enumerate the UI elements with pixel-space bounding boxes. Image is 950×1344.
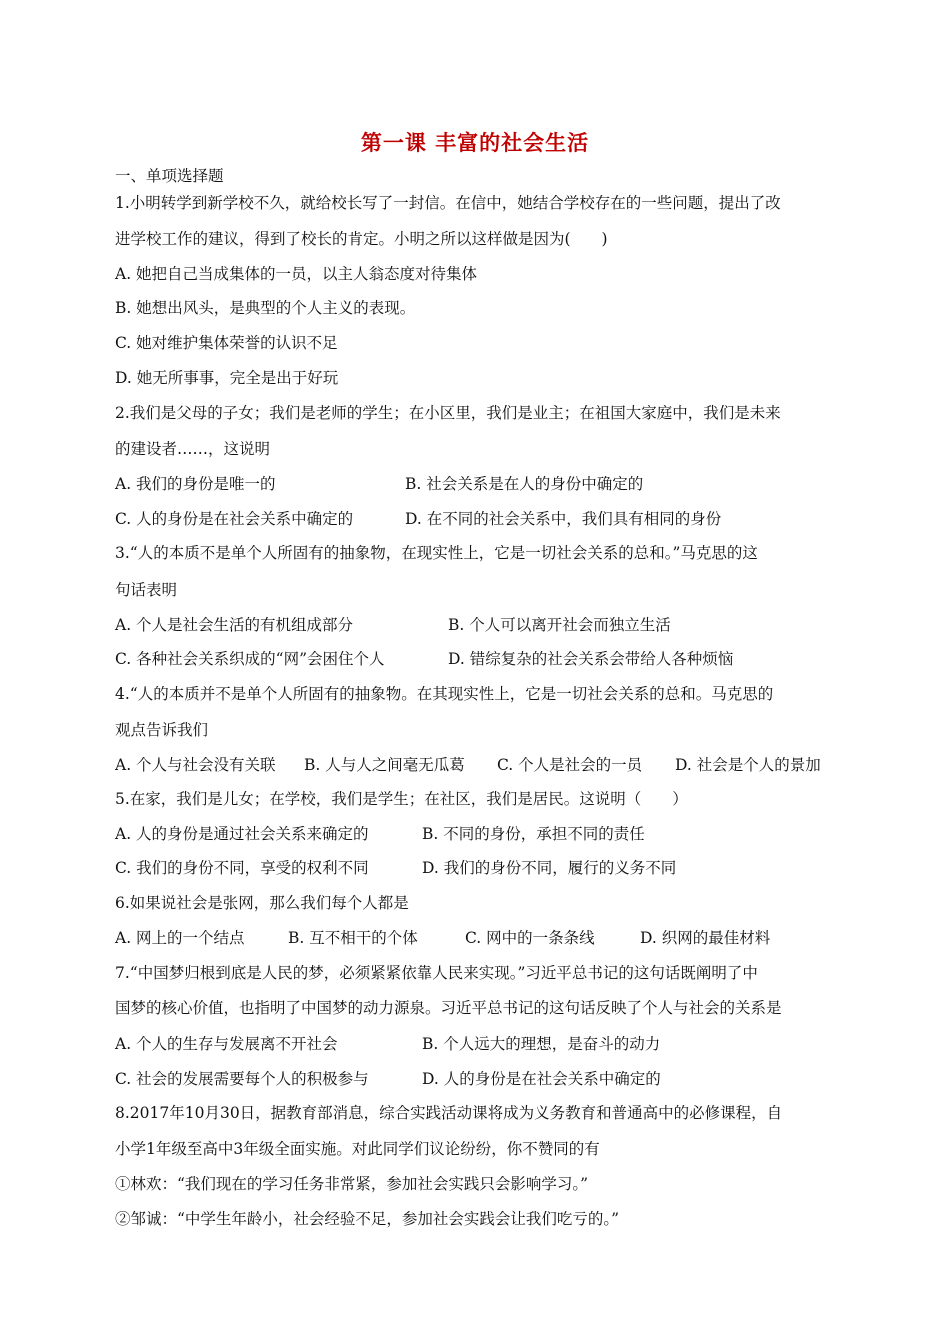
- q7-option-c: C. 社会的发展需要每个人的积极参与: [115, 1070, 369, 1088]
- q2-option-a: A. 我们的身份是唯一的: [115, 475, 276, 493]
- q1-option-c: C. 她对维护集体荣誉的认识不足: [115, 334, 338, 352]
- q4-option-c: C. 个人是社会的一员: [497, 756, 643, 774]
- q8-stem-line1: 8.2017年10月30日，据教育部消息，综合实践活动课将成为义务教育和普通高中的必修课程，自: [115, 1104, 783, 1122]
- q5-option-a: A. 人的身份是通过社会关系来确定的: [115, 825, 369, 843]
- q2-stem-line1: 2.我们是父母的子女；我们是老师的学生；在小区里，我们是业主；在祖国大家庭中，我们是未来: [115, 404, 781, 422]
- q4-option-a: A. 个人与社会没有关联: [115, 756, 276, 774]
- q2-option-d: D. 在不同的社会关系中，我们具有相同的身份: [405, 510, 722, 528]
- q1-stem-line1: 1.小明转学到新学校不久，就给校长写了一封信。在信中，她结合学校存在的一些问题，提出了改: [115, 194, 781, 212]
- q6-stem-line1: 6.如果说社会是张网，那么我们每个人都是: [115, 894, 409, 912]
- q3-stem-line2: 句话表明: [115, 581, 178, 599]
- section-heading: 一、单项选择题: [115, 167, 224, 185]
- q4-option-d: D. 社会是个人的景加: [675, 756, 821, 774]
- q8-statement-2: ②邹诚：“中学生年龄小，社会经验不足，参加社会实践会让我们吃亏的。”: [115, 1210, 620, 1228]
- q3-option-d: D. 错综复杂的社会关系会带给人各种烦恼: [448, 650, 734, 668]
- q8-statement-1: ①林欢：“我们现在的学习任务非常紧，参加社会实践只会影响学习。”: [115, 1175, 589, 1193]
- q1-option-d: D. 她无所事事，完全是出于好玩: [115, 369, 339, 387]
- q6-option-d: D. 织网的最佳材料: [640, 929, 771, 947]
- q2-option-c: C. 人的身份是在社会关系中确定的: [115, 510, 354, 528]
- q6-option-b: B. 互不相干的个体: [288, 929, 418, 947]
- q4-stem-line2: 观点告诉我们: [115, 721, 209, 739]
- q1-option-b: B. 她想出风头，是典型的个人主义的表现。: [115, 299, 416, 317]
- q8-stem-line2: 小学1年级至高中3年级全面实施。对此同学们议论纷纷，你不赞同的有: [115, 1140, 600, 1158]
- q5-option-c: C. 我们的身份不同，享受的权利不同: [115, 859, 369, 877]
- q6-option-c: C. 网中的一条条线: [465, 929, 595, 947]
- q7-stem-line1: 7.“中国梦归根到底是人民的梦，必须紧紧依靠人民来实现。”习近平总书记的这句话既阐明了中: [115, 964, 758, 982]
- q7-option-a: A. 个人的生存与发展离不开社会: [115, 1035, 338, 1053]
- q7-option-b: B. 个人远大的理想，是奋斗的动力: [422, 1035, 661, 1053]
- q2-option-b: B. 社会关系是在人的身份中确定的: [405, 475, 644, 493]
- q3-stem-line1: 3.“人的本质不是单个人所固有的抽象物，在现实性上，它是一切社会关系的总和。”马克思的这: [115, 544, 758, 562]
- lesson-title: 第一课 丰富的社会生活: [360, 131, 590, 155]
- q7-stem-line2: 国梦的核心价值，也指明了中国梦的动力源泉。习近平总书记的这句话反映了个人与社会的关系是: [115, 999, 782, 1017]
- q7-option-d: D. 人的身份是在社会关系中确定的: [422, 1070, 661, 1088]
- q5-option-d: D. 我们的身份不同，履行的义务不同: [422, 859, 677, 877]
- q2-stem-line2: 的建设者……，这说明: [115, 440, 271, 458]
- q1-stem-line2: 进学校工作的建议，得到了校长的肯定。小明之所以这样做是因为( ): [115, 230, 608, 248]
- q4-stem-line1: 4.“人的本质并不是单个人所固有的抽象物。在其现实性上，它是一切社会关系的总和。马克思的: [115, 685, 774, 703]
- q5-stem-line1: 5.在家，我们是儿女；在学校，我们是学生；在社区，我们是居民。这说明（ ）: [115, 790, 688, 808]
- q3-option-b: B. 个人可以离开社会而独立生活: [448, 616, 671, 634]
- q5-option-b: B. 不同的身份，承担不同的责任: [422, 825, 645, 843]
- q3-option-c: C. 各种社会关系织成的“网”会困住个人: [115, 650, 385, 668]
- q1-option-a: A. 她把自己当成集体的一员，以主人翁态度对待集体: [115, 265, 478, 283]
- q3-option-a: A. 个人是社会生活的有机组成部分: [115, 616, 354, 634]
- q4-option-b: B. 人与人之间毫无瓜葛: [304, 756, 465, 774]
- q6-option-a: A. 网上的一个结点: [115, 929, 245, 947]
